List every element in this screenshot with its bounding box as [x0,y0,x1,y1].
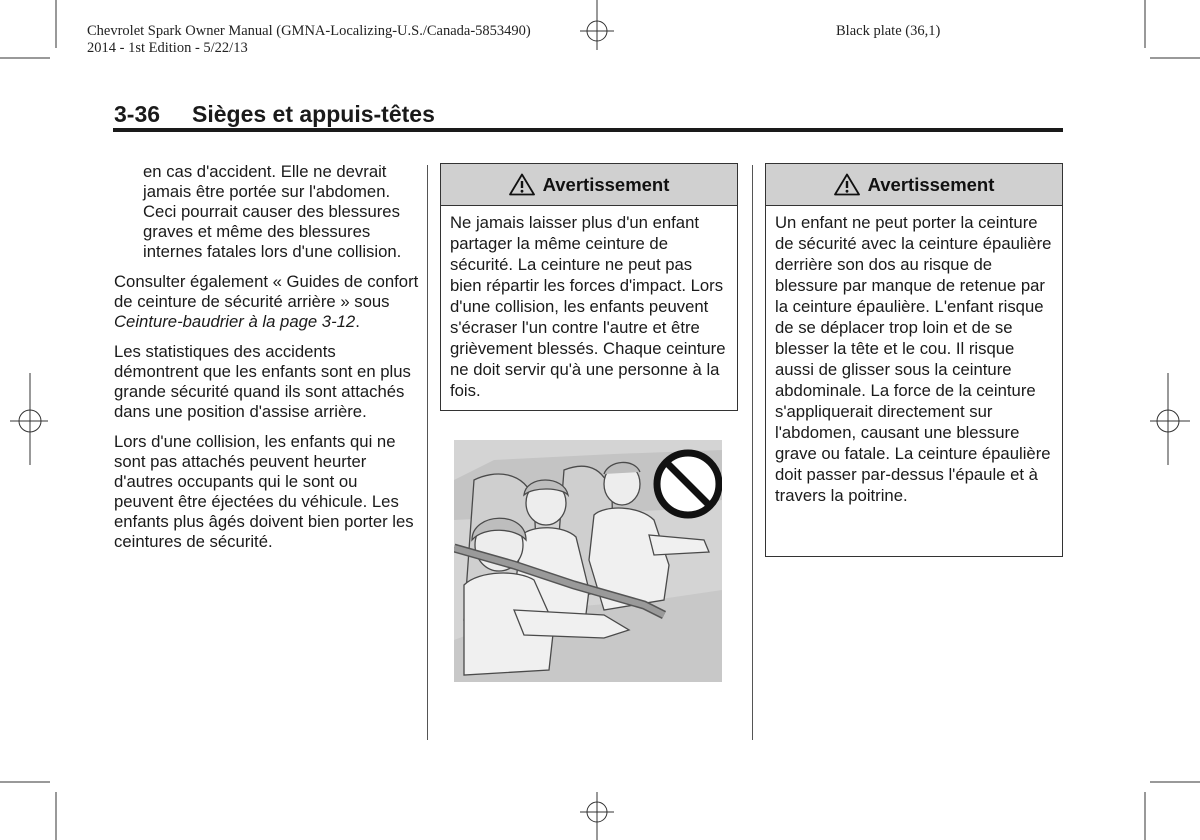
left-column [114,162,419,562]
cross-reference-link[interactable]: Ceinture-baudrier à la page 3-12 [114,312,356,331]
seatbelt-illustration [454,440,722,682]
warning-header [441,164,737,206]
section-title: Sièges et appuis-têtes [192,101,435,127]
warning-title: Avertissement [867,173,995,195]
print-header-line2: 2014 - 1st Edition - 5/22/13 [87,40,248,56]
title-rule [113,128,1063,132]
print-header-line1: Chevrolet Spark Owner Manual (GMNA-Localizing-U.S./Canada-5853490) [87,23,531,39]
warning-box [440,163,738,411]
warning-header [766,164,1062,206]
warning-triangle-icon [834,173,860,196]
reference-end: . [355,312,360,331]
paragraph-continuation: en cas d'accident. Elle ne devrait jamais être portée sur l'abdomen. Ceci pourrait causer des blessures graves et même des blessures internes fatales lors d'une collision. [143,162,402,261]
column-divider [752,165,753,740]
warning-triangle-icon [509,173,535,196]
page-title [114,101,435,128]
page-number: 3-36 [114,101,161,127]
warning-text: Un enfant ne peut porter la ceinture de sécurité avec la ceinture épaulière derrière son dos au risque de blessure par manque de retenue par la ceinture épaulière. L'enfant risque de se déplacer trop loin et de se blesser la tête et le cou. Il risque aussi de glisser sous la ceinture abdominale. La force de la ceinture s'appliquerait directement sur l'abdomen, causant une blessure grave ou fatale. La ceinture épaulière doit passer par-dessus l'épaule et à travers la poitrine. [775,213,1052,505]
warning-box [765,163,1063,557]
paragraph-collision: Lors d'une collision, les enfants qui ne sont pas attachés peuvent heurter d'autres occupants qui le sont ou peuvent être éjectées du véhicule. Les enfants plus âgés doivent bien porter les ceintures de sécurité. [114,432,414,551]
reference-text: Consulter également « Guides de confort de ceinture de sécurité arrière » sous [114,272,419,311]
prohibition-sign-icon [657,453,719,515]
column-divider [427,165,428,740]
warning-title: Avertissement [542,173,670,195]
paragraph-statistics: Les statistiques des accidents démontrent que les enfants sont en plus grande sécurité quand ils sont attachés dans une position d'assise arrière. [114,342,411,421]
paragraph-reference [114,272,419,332]
print-header-left [87,23,531,57]
print-header-plate: Black plate (36,1) [836,23,941,39]
warning-text: Ne jamais laisser plus d'un enfant partager la même ceinture de sécurité. La ceinture ne peut pas bien répartir les forces d'impact. Lors d'une collision, les enfants peuvent s'écraser l'un contre l'autre et être grièvement blessés. Chaque ceinture ne doit servir qu'à une personne à la fois. [450,213,726,400]
